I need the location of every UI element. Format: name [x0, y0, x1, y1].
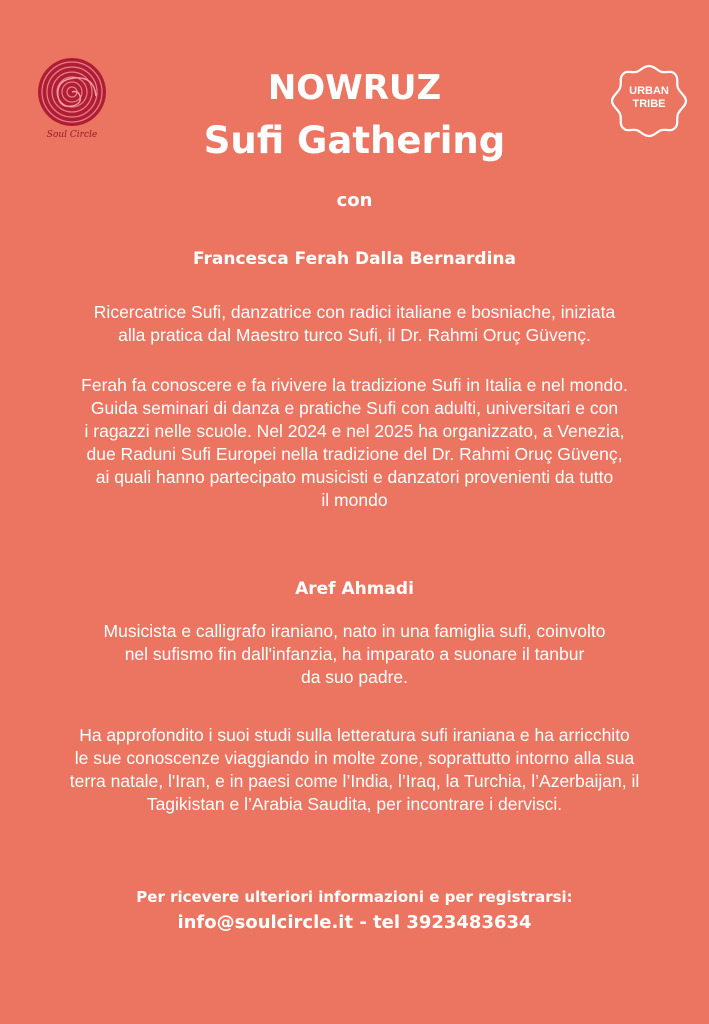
speaker2-bio1 [10, 620, 699, 689]
text-line: terra natale, l'Iran, e in paesi come l’India, l’Iraq, la Turchia, l’Azerbaijan, il [69, 771, 640, 791]
text-line: ai quali hanno partecipato musicisti e danzatori provenienti da tutto [95, 467, 614, 487]
text-line: il mondo [321, 490, 388, 510]
title-line1: NOWRUZ [267, 68, 442, 108]
text-line: Tagikistan e l’Arabia Saudita, per incontrare i dervisci. [146, 794, 563, 814]
text-line: Ricercatrice Sufi, danzatrice con radici italiane e bosniache, iniziata [93, 302, 616, 322]
text-line: Ferah fa conoscere e fa rivivere la tradizione Sufi in Italia e nel mondo. [81, 375, 628, 395]
speaker1-name: Francesca Ferah Dalla Bernardina [192, 249, 517, 269]
text-line: Ha approfondito i suoi studi sulla letteratura sufi iraniana e ha arricchito [79, 725, 630, 745]
text-line: da suo padre. [300, 667, 409, 687]
text-line: Guida seminari di danza e pratiche Sufi con adulti, universitari e con [90, 398, 619, 418]
title-line2: Sufi Gathering [203, 119, 506, 162]
text-line: i ragazzi nelle scuole. Nel 2024 e nel 2025 ha organizzato, a Venezia, [84, 421, 625, 441]
text-line: due Raduni Sufi Europei nella tradizione del Dr. Rahmi Oruç Güvenç, [86, 444, 623, 464]
contact-info: info@soulcircle.it - tel 3923483634 [177, 912, 532, 933]
speaker1-bio2 [10, 374, 699, 512]
speaker2-bio2 [10, 724, 699, 816]
text-line: le sue conoscenze viaggiando in molte zone, soprattutto intorno alla sua [74, 748, 635, 768]
soul-circle-caption: Soul Circle [46, 130, 98, 140]
speaker2-name: Aref Ahmadi [295, 579, 414, 599]
text-line: nel sufismo fin dall'infanzia, ha imparato a suonare il tanbur [124, 644, 585, 664]
con-label: con [336, 190, 373, 211]
text-line: alla pratica dal Maestro turco Sufi, il Dr. Rahmi Oruç Güvenç. [118, 325, 591, 345]
speaker1-bio1 [10, 301, 699, 347]
urban-tribe-line1: URBAN [629, 85, 669, 97]
urban-tribe-line2: TRIBE [632, 98, 666, 110]
text-line: Musicista e calligrafo iraniano, nato in una famiglia sufi, coinvolto [103, 621, 606, 641]
registration-label: Per ricevere ulteriori informazioni e per registrarsi: [136, 888, 573, 906]
